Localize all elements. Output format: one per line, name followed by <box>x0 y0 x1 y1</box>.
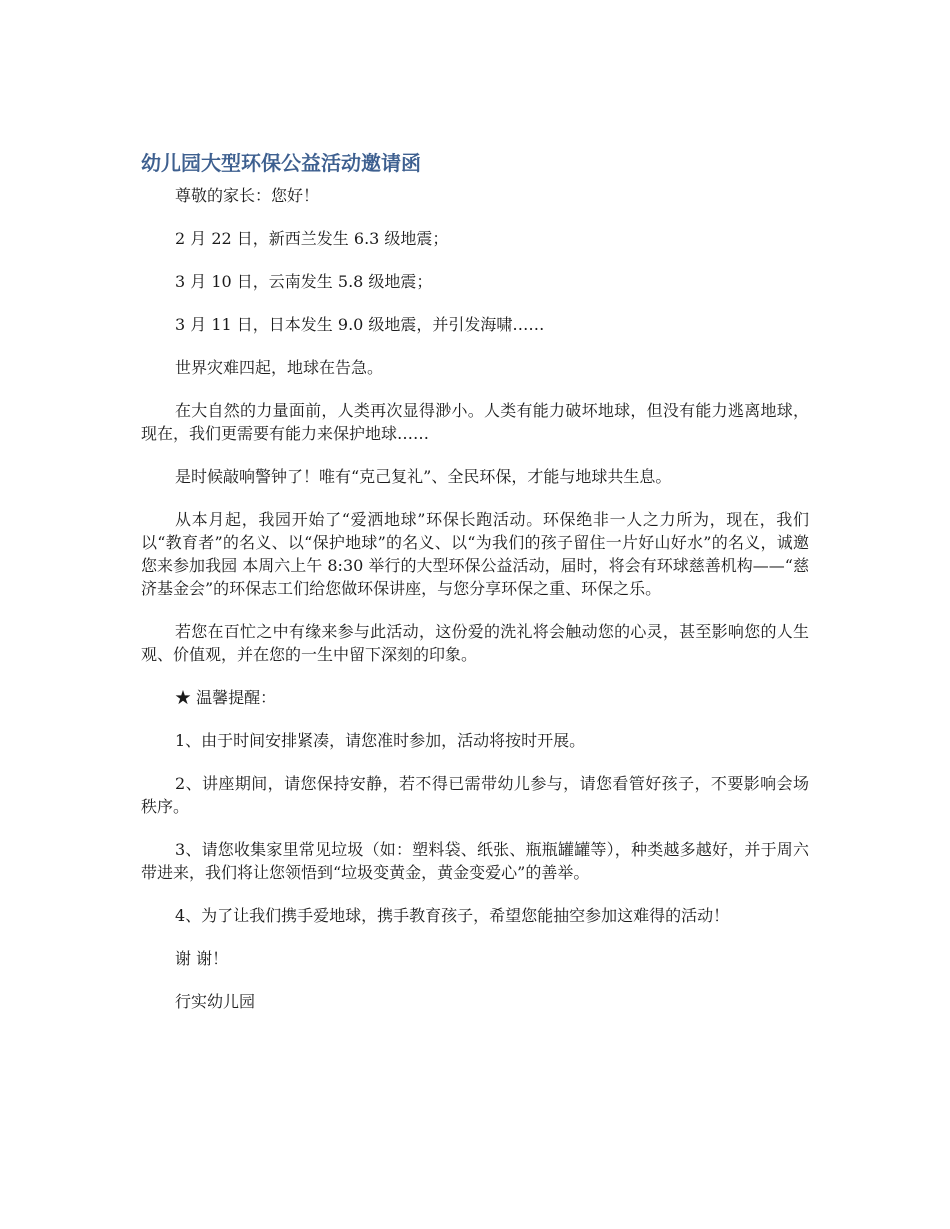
paragraph-activity-invitation: 从本月起，我园开始了“爱洒地球”环保长跑活动。环保绝非一人之力所为，现在，我们以“教育者”的名义、以“保护地球”的名义、以“为我们的孩子留住一片好山好水”的名义，诚邀您来参加我园 本周六上午 8:30 举行的大型环保公益活动，届时，将会有环球慈善机构——“慈济基金会”的环保志工们给您做环保讲座，与您分享环保之重、环保之乐。 <box>141 510 809 598</box>
document-title: 幼儿园大型环保公益活动邀请函 <box>141 151 421 175</box>
paragraph-world-disasters: 世界灾难四起，地球在告急。 <box>175 358 384 377</box>
reminder-heading: ★ 温馨提醒： <box>175 688 277 707</box>
greeting: 尊敬的家长：您好！ <box>175 186 320 205</box>
paragraph-japan-earthquake: 3 月 11 日，日本发生 9.0 级地震，并引发海啸…… <box>175 315 545 334</box>
reminder-item-2: 2、讲座期间，请您保持安静，若不得已需带幼儿参与，请您看管好孩子，不要影响会场秩序。 <box>141 774 809 816</box>
reminder-item-1: 1、由于时间安排紧凑，请您准时参加，活动将按时开展。 <box>175 731 586 750</box>
signature: 行实幼儿园 <box>175 992 256 1011</box>
paragraph-alarm: 是时候敲响警钟了！唯有“克己复礼”、全民环保，才能与地球共生息。 <box>175 467 672 486</box>
paragraph-yunnan-earthquake: 3 月 10 日，云南发生 5.8 级地震； <box>175 272 433 291</box>
paragraph-nz-earthquake: 2 月 22 日，新西兰发生 6.3 级地震； <box>175 229 449 248</box>
paragraph-nature-power: 在大自然的力量面前，人类再次显得渺小。人类有能力破坏地球，但没有能力逃离地球，现在，我们更需要有能力来保护地球…… <box>141 401 809 443</box>
reminder-item-3: 3、请您收集家里常见垃圾（如：塑料袋、纸张、瓶瓶罐罐等），种类越多越好，并于周六带进来，我们将让您领悟到“垃圾变黄金，黄金变爱心”的善举。 <box>141 840 809 882</box>
reminder-item-4: 4、为了让我们携手爱地球，携手教育孩子，希望您能抽空参加这难得的活动！ <box>175 906 730 925</box>
document-body <box>141 148 809 1033</box>
thanks: 谢 谢！ <box>175 949 229 968</box>
paragraph-participation: 若您在百忙之中有缘来参与此活动，这份爱的洗礼将会触动您的心灵，甚至影响您的人生观、价值观，并在您的一生中留下深刻的印象。 <box>141 622 809 664</box>
